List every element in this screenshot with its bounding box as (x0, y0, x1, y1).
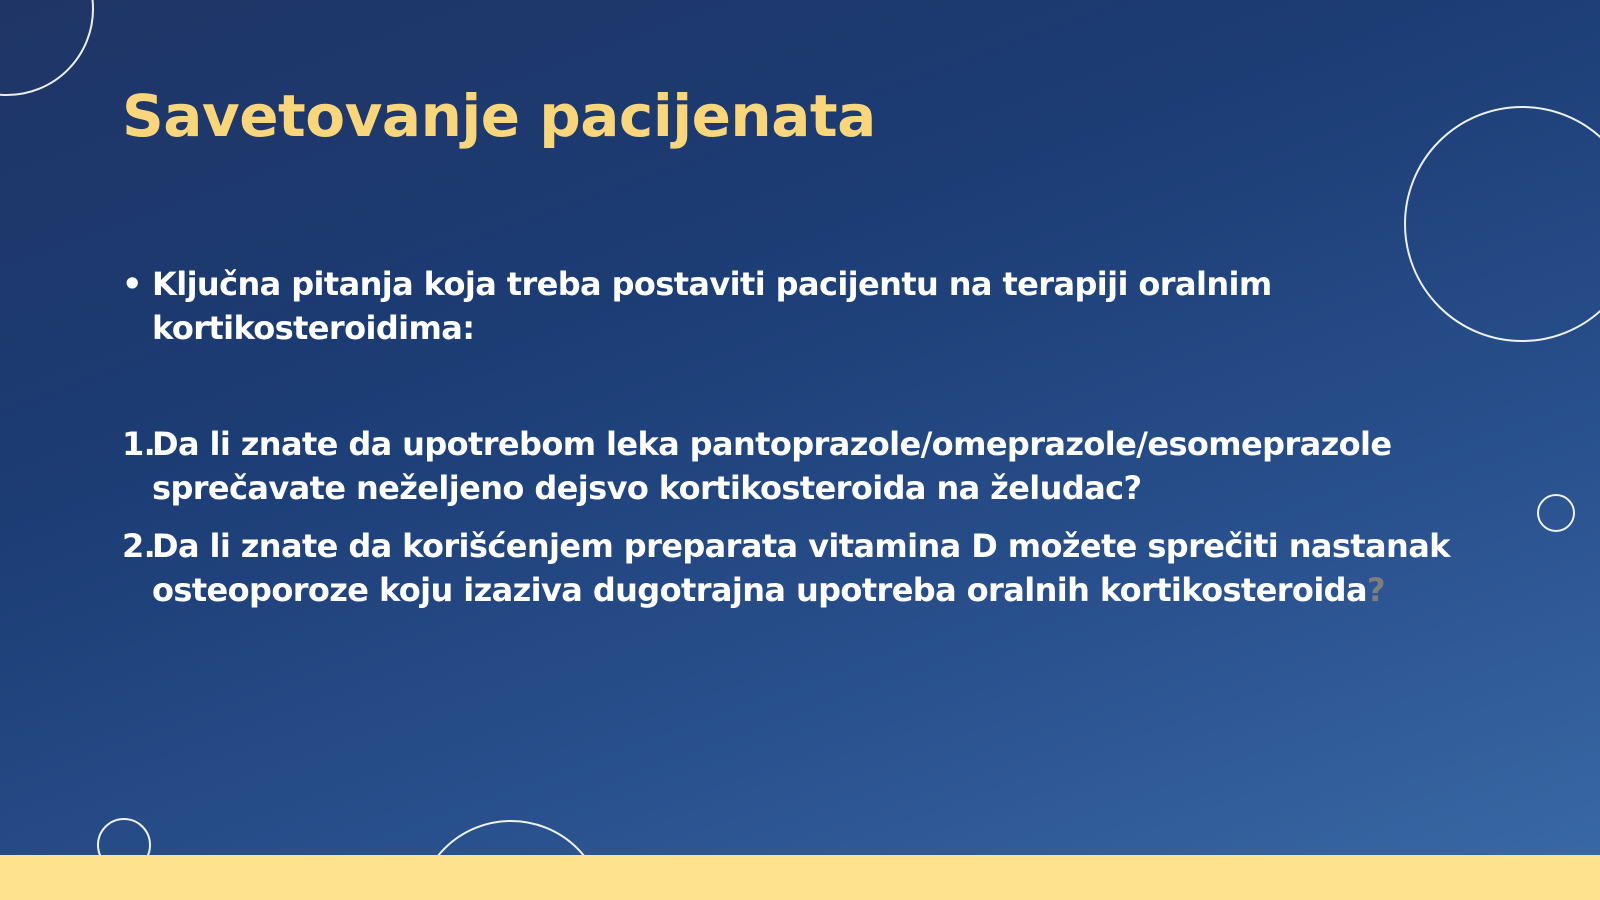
footer-band (0, 855, 1600, 900)
question-number: 2. (122, 527, 156, 565)
bullet-text: Ključna pitanja koja treba postaviti pacijentu na terapiji oralnim kortikosteroidima: (152, 265, 1272, 347)
question-item-1 (122, 422, 1482, 510)
question-text: Da li znate da korišćenjem preparata vitamina D možete sprečiti nastanak osteoporoze koju izaziva dugotrajna upotreba oralnih kortikosteroida (152, 527, 1450, 609)
faded-question-mark: ? (1366, 571, 1385, 609)
question-number: 1. (122, 425, 156, 463)
bullet-item (122, 262, 1482, 350)
slide-content (122, 262, 1482, 626)
decorative-circle-right-small (1537, 494, 1575, 532)
decorative-circle-top-left (0, 0, 94, 96)
slide-title: Savetovanje pacijenata (122, 82, 876, 150)
question-item-2 (122, 524, 1482, 612)
question-text: Da li znate da upotrebom leka pantoprazole/omeprazole/esomeprazole sprečavate neželjeno dejsvo kortikosteroida na želudac? (152, 425, 1392, 507)
bullet-marker: • (122, 265, 142, 303)
